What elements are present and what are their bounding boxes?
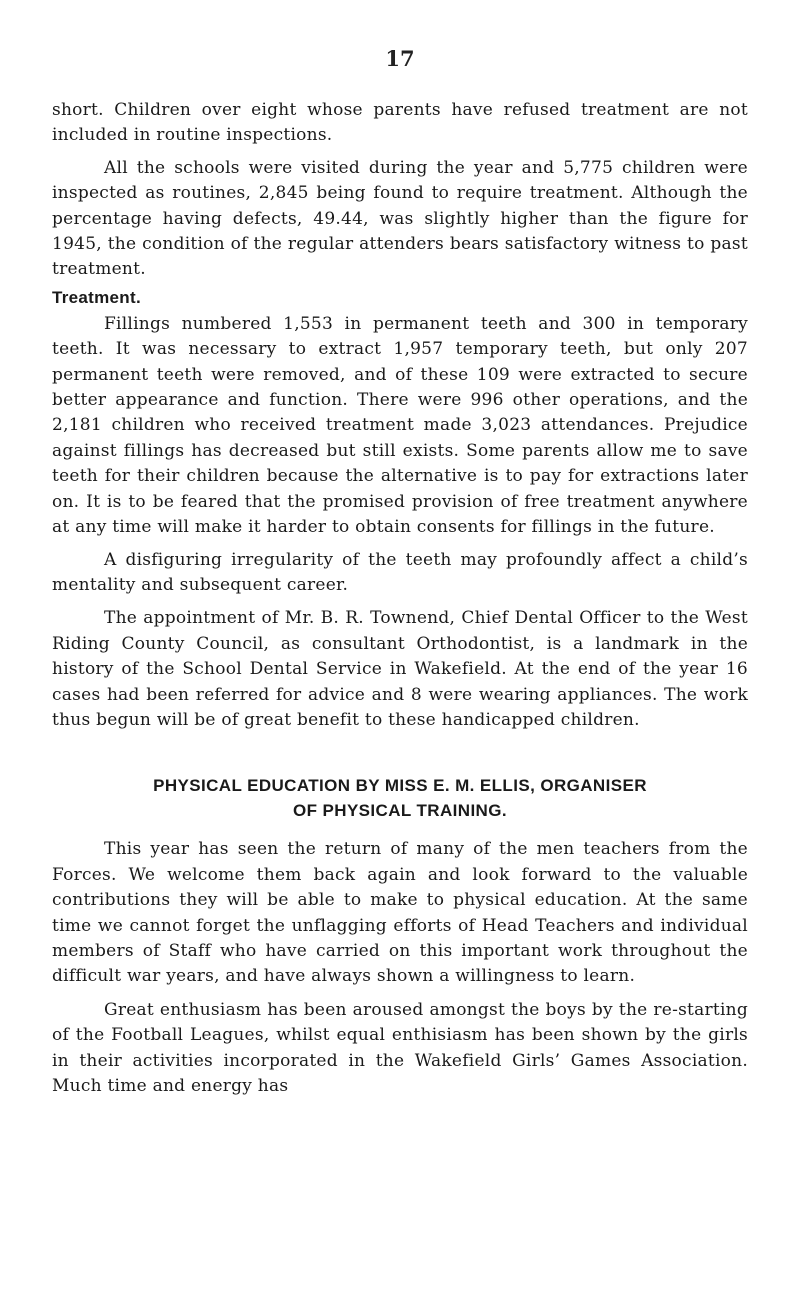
paragraph-irregularity: A disfiguring irregularity of the teeth may profoundly affect a child’s mentality and subsequent career.	[52, 549, 748, 595]
paragraph-schools-visited: All the schools were visited during the year and 5,775 children were inspected as routines, 2,845 being found to require treatment. Although the percentage having defects, 49.44, was slightly higher than the figure for 1945, the condition of the regular attenders bears satisfactory witness to past treatment.	[52, 157, 748, 280]
paragraph-teachers-return: This year has seen the return of many of the men teachers from the Forces. We welcome them back again and look forward to the valuable contributions they will be able to make to physical education. At the same time we cannot forget the unflagging efforts of Head Teachers and individual members of Staff who have carried on this important work throughout the difficult war years, and have always shown a willingness to learn.	[52, 839, 748, 987]
page-number: 17	[385, 46, 415, 71]
physical-education-heading	[52, 773, 748, 823]
physical-education-heading-line1: PHYSICAL EDUCATION BY MISS E. M. ELLIS, ORGANISER	[153, 776, 647, 796]
treatment-heading: Treatment.	[52, 287, 141, 307]
paragraph-inspections-note: short. Children over eight whose parents have refused treatment are not included in routine inspections.	[52, 100, 748, 146]
document-body	[52, 98, 748, 1099]
paragraph-football-leagues: Great enthusiasm has been aroused amongst the boys by the re-starting of the Football Leagues, whilst equal enthisiasm has been shown by the girls in their activities incorporated in the Wakefield Girls’ Games Association. Much time and energy has	[52, 999, 748, 1096]
physical-education-heading-line2: OF PHYSICAL TRAINING.	[293, 801, 507, 821]
paragraph-orthodontist: The appointment of Mr. B. R. Townend, Chief Dental Officer to the West Riding County Council, as consultant Orthodontist, is a landmark in the history of the School Dental Service in Wakefield. At the end of the year 16 cases had been referred for advice and 8 were wearing appliances. The work thus begun will be of great benefit to these handicapped children.	[52, 608, 748, 730]
paragraph-fillings: Fillings numbered 1,553 in permanent teeth and 300 in temporary teeth. It was necessary to extract 1,957 temporary teeth, but only 207 permanent teeth were removed, and of these 109 were extracted to secure better appearance and function. There were 996 other operations, and the 2,181 children who received treatment made 3,023 attendances. Prejudice against fillings has decreased but still exists. Some parents allow me to save teeth for their children because the alternative is to pay for extractions later on. It is to be feared that the promised provision of free treatment anywhere at any time will make it harder to obtain consents for fillings in the future.	[52, 313, 748, 538]
